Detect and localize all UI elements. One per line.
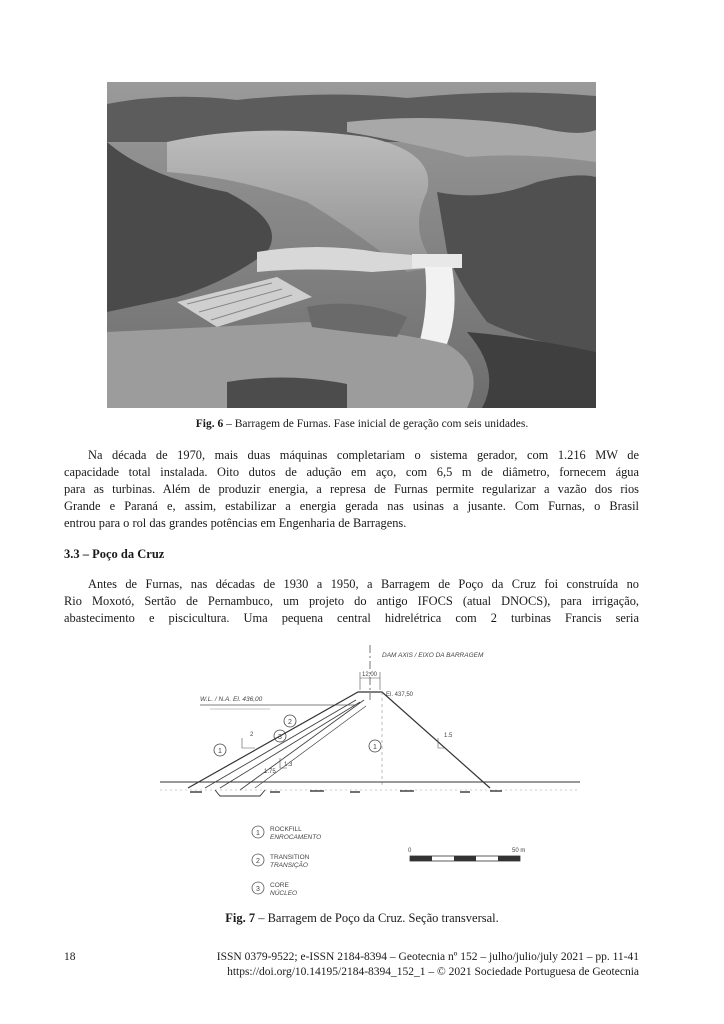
zone-marker-1-downstream: 1 [373,744,377,751]
scale-start-label: 0 [408,848,412,854]
paragraph-line: abastecimento e piscicultura. Uma pequena central hidrelétrica com 2 turbinas Francis seria [64,611,639,625]
figure-6-label: Fig. 6 [195,418,224,430]
scale-end-label: 50 m [512,848,526,854]
zone-marker-1-upstream: 1 [218,748,222,755]
paragraph-line: Antes de Furnas, nas décadas de 1930 a 1950, a Barragem de Poço da Cruz foi construída no [88,577,639,591]
paragraph-line: Grande e Paraná e, assim, estabilizar a energia gerada nas usinas a jusante. Com Furnas, o Brasil [64,499,639,513]
legend-pt: NÚCLEO [270,890,298,897]
paragraph-line: para as turbinas. Além de produzir energia, a represa de Furnas permite regularizar a vazão dos rios [64,482,639,496]
figure-7-caption-text: – Barragem de Poço da Cruz. Seção transversal. [255,911,499,925]
legend-num: 2 [256,858,260,865]
dam-outline [188,692,490,788]
legend-en: TRANSITION [270,854,310,861]
legend-num: 3 [256,886,260,893]
paragraph-furnas [64,447,639,532]
zone-marker-2: 2 [288,719,292,726]
legend-en: CORE [270,882,289,889]
paragraph-poco-da-cruz [64,576,639,627]
diagram-legend [252,826,321,897]
legend-num: 1 [256,830,260,837]
legend-pt: TRANSIÇÃO [270,862,308,869]
page-number: 18 [64,951,76,963]
paragraph-line: Na década de 1970, mais duas máquinas completariam o sistema gerador, com 1.216 MW de [88,448,639,462]
slope-upstream-label-2: 1.3 [284,762,293,768]
figure-7-caption [0,911,724,926]
water-level-label: W.L. / N.A. El. 436,00 [200,696,263,703]
scale-bar [408,848,525,861]
footer-doi: https://doi.org/10.14195/2184-8394_152_1 – © 2021 Sociedade Portuguesa de Geotecnia [227,966,639,978]
section-heading: 3.3 – Poço da Cruz [64,547,165,561]
crest-elevation-label: El. 437,50 [386,692,414,698]
paragraph-line: capacidade total instalada. Oito dutos de adução em aço, com 6,5 m de diâmetro, fornecem água [64,465,639,479]
furnas-dam-photo [107,82,596,408]
zone-marker-3: 3 [278,734,282,741]
paragraph-line: entrou para o rol das grandes potências em Engenharia de Barragens. [64,516,407,530]
footer-issn: ISSN 0379-9522; e-ISSN 2184-8394 – Geotecnia nº 152 – julho/julio/july 2021 – pp. 11-41 [216,951,639,963]
figure-7-label: Fig. 7 [225,911,256,925]
figure-6-caption [0,418,724,430]
slope-upstream-top: 2 [250,732,254,738]
slope-upstream-label: 1.75 [264,769,276,775]
legend-pt: ENROCAMENTO [270,834,322,841]
figure-6-caption-text: – Barragem de Furnas. Fase inicial de geração com seis unidades. [223,418,529,430]
dam-cross-section-diagram [160,640,580,902]
crest-width-label: 12,00 [362,672,378,678]
paragraph-line: Rio Moxotó, Sertão de Pernambuco, um projeto do antigo IFOCS (atual DNOCS), para irrigação, [64,594,639,608]
slope-downstream-label: 1.5 [444,733,453,739]
legend-en: ROCKFILL [270,826,302,833]
dam-axis-label: DAM AXIS / EIXO DA BARRAGEM [382,652,484,659]
